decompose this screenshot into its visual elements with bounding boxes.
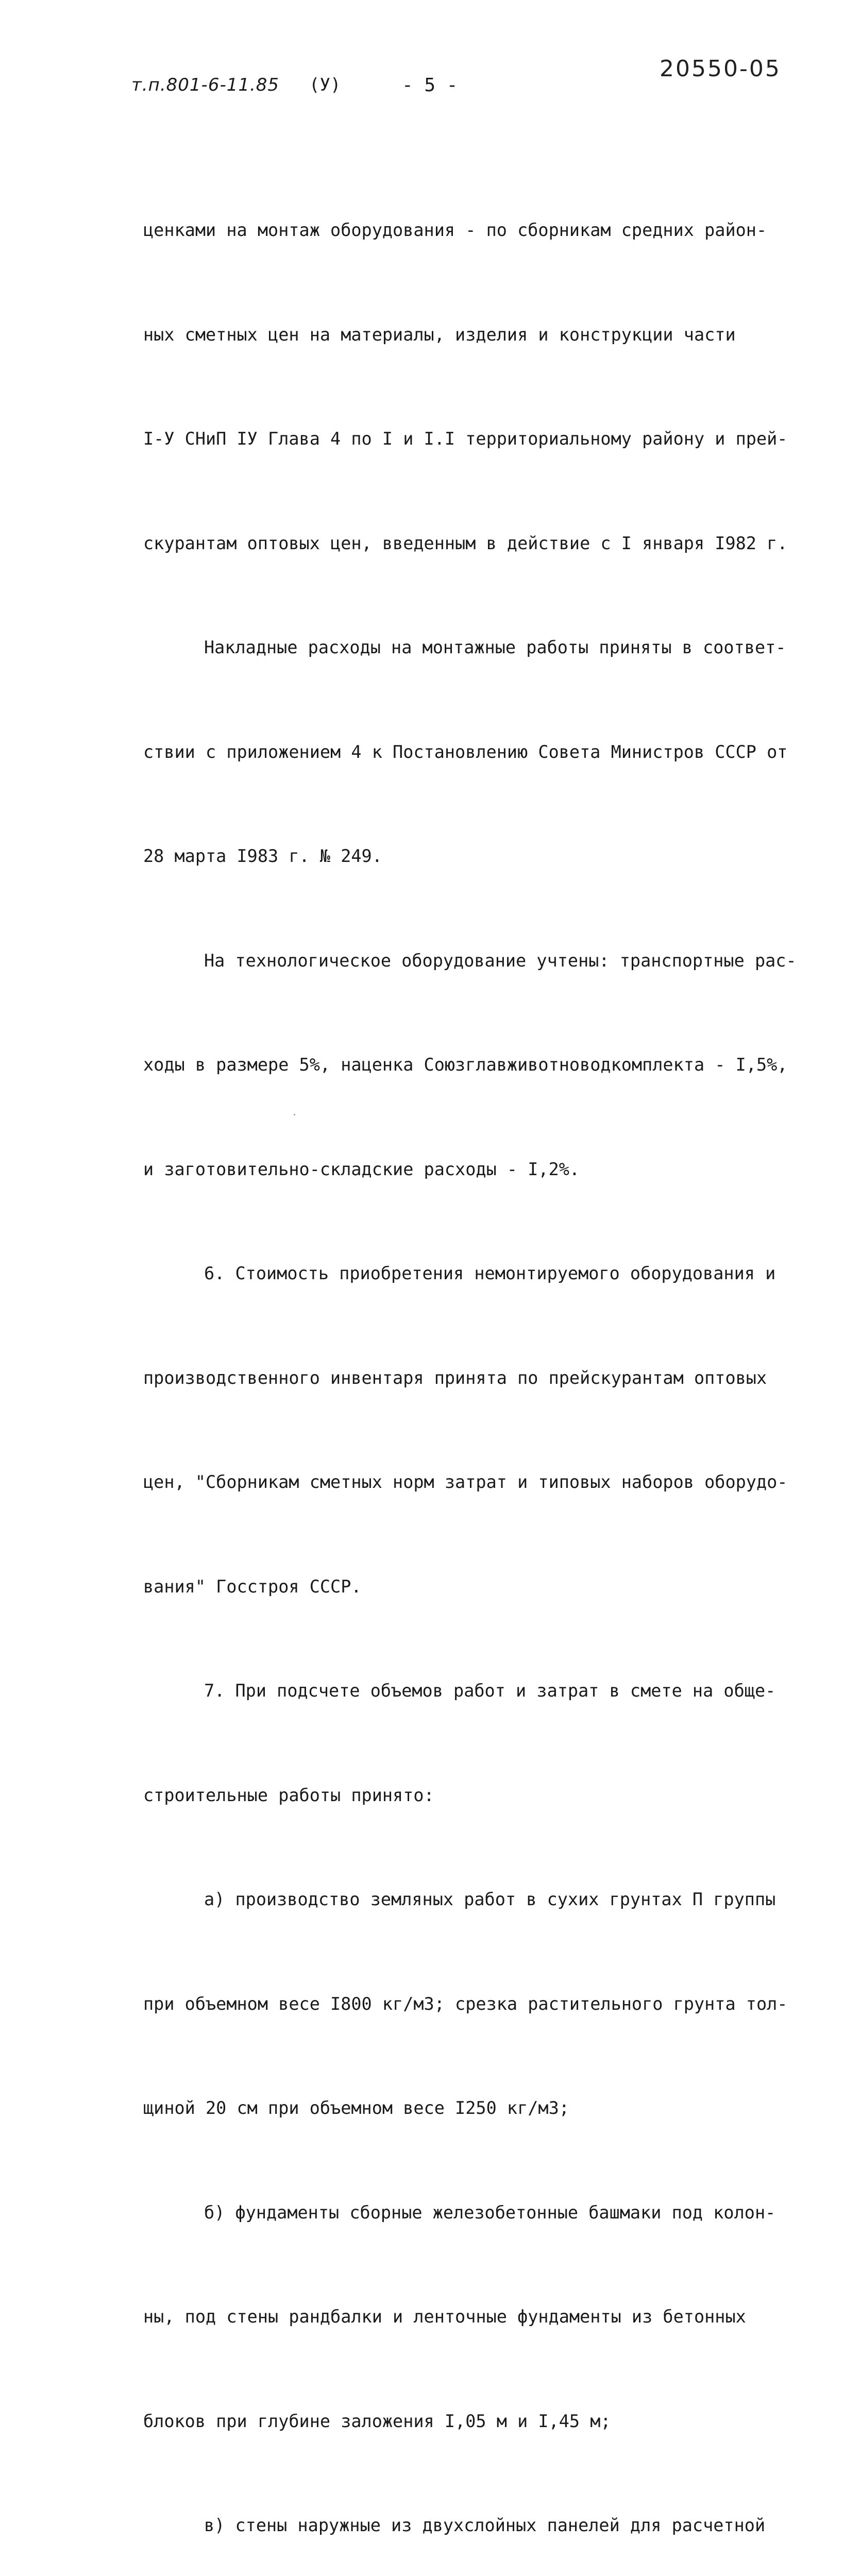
text-line: ны, под стены рандбалки и ленточные фундаменты из бетонных [143, 2307, 746, 2327]
page-number: - 5 - [402, 75, 458, 96]
text-line: цен, "Сборникам сметных норм затрат и типовых наборов оборудо- [143, 1472, 788, 1492]
text-line: 28 марта I983 г. № 249. [143, 846, 382, 866]
text-line: ходы в размере 5%, наценка Союзглавживотноводкомплекта - I,5%, [143, 1055, 788, 1075]
variant-mark: (У) [309, 75, 341, 95]
text-line: щиной 20 см при объемном весе I250 кг/м3; [143, 2098, 569, 2118]
text-line: в) стены наружные из двухслойных панелей для расчетной [204, 2515, 766, 2535]
project-code: т.п.801-6-11.85 [131, 75, 280, 95]
text-line: а) производство земляных работ в сухих грунтах П группы [204, 1889, 776, 1909]
text-line: Накладные расходы на монтажные работы приняты в соответ- [204, 637, 786, 657]
text-line: и заготовительно-складские расходы - I,2%. [143, 1159, 580, 1179]
text-line: б) фундаменты сборные железобетонные башмаки под колон- [204, 2202, 776, 2223]
text-line: скурантам оптовых цен, введенным в действие с I января I982 г. [143, 533, 788, 553]
text-line: 7. При подсчете объемов работ и затрат в смете на обще- [204, 1681, 776, 1701]
text-line: при объемном весе I800 кг/м3; срезка растительного грунта тол- [143, 1993, 788, 2014]
text-line: На технологическое оборудование учтены: транспортные рас- [204, 950, 797, 971]
text-line: I-У СНиП IУ Глава 4 по I и I.I территориальному району и прей- [143, 429, 788, 449]
text-line: 6. Стоимость приобретения немонтируемого оборудования и [204, 1263, 776, 1283]
text-line: вания" Госстроя СССР. [143, 1576, 362, 1597]
text-line: строительные работы принято: [143, 1785, 434, 1805]
text-line: ценками на монтаж оборудования - по сборникам средних район- [143, 220, 767, 240]
document-number-stamp: 20550-05 [660, 56, 781, 82]
body-text [143, 143, 834, 2576]
text-line: ствии с приложением 4 к Постановлению Совета Министров СССР от [143, 741, 788, 762]
text-line: производственного инвентаря принята по прейскурантам оптовых [143, 1367, 767, 1388]
scan-speck [294, 1114, 295, 1115]
text-line: блоков при глубине заложения I,05 м и I,45 м; [143, 2411, 611, 2431]
text-line: ных сметных цен на материалы, изделия и конструкции части [143, 324, 736, 345]
